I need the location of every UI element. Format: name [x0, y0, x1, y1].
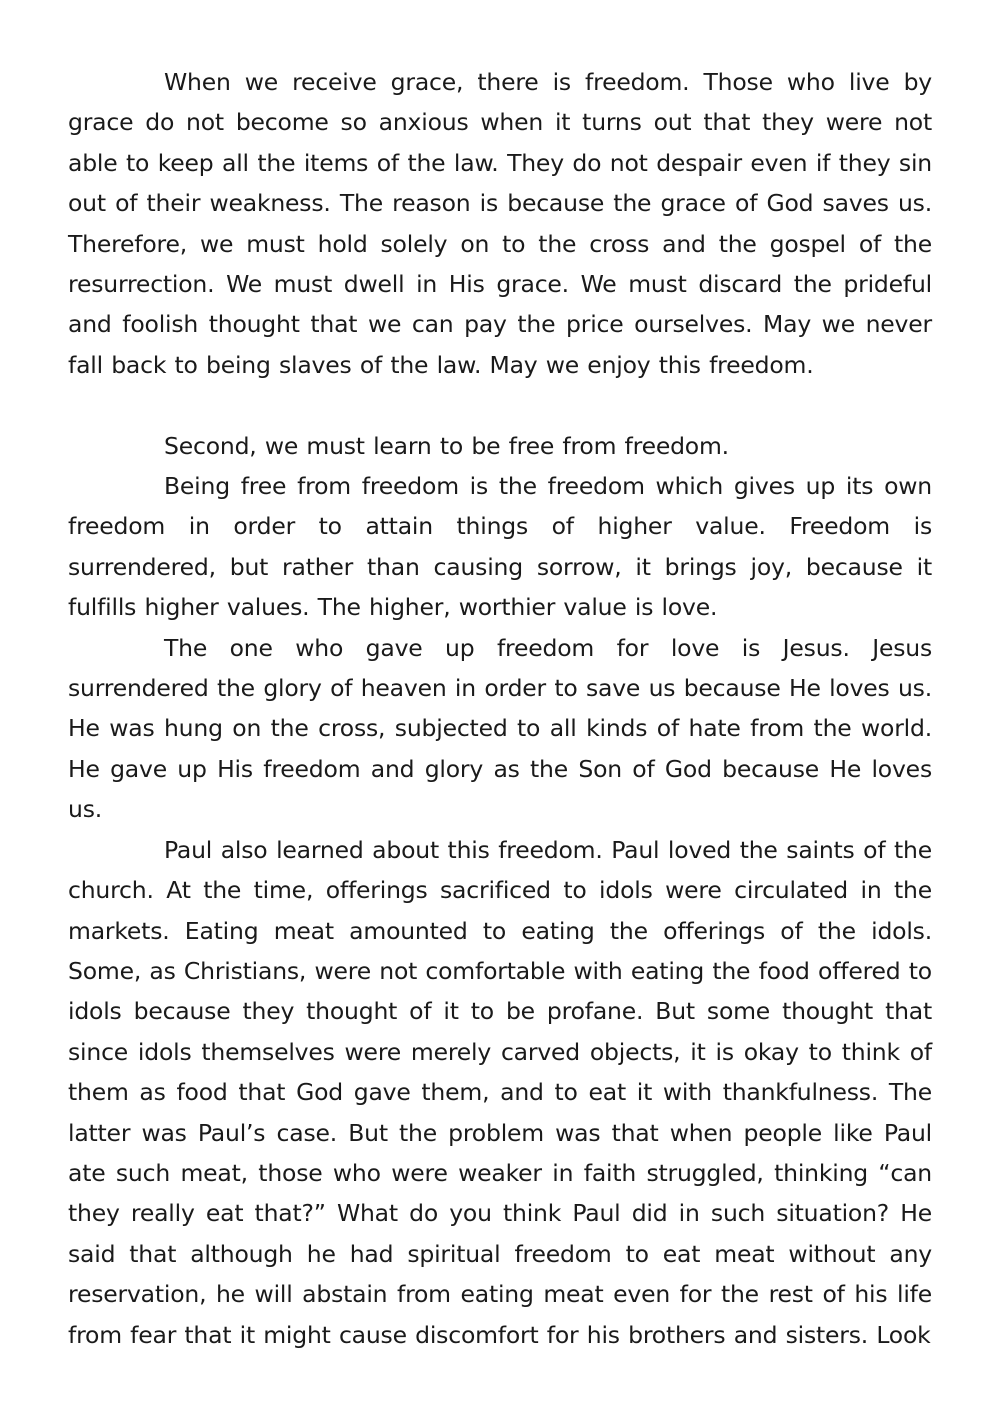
paragraph-jesus-example: The one who gave up freedom for love is Jesus. Jesus surrendered the glory of heaven in order to save us because He loves us. He was hung on the cross, subjected to all kinds of hate from the world. He gave up His freedom and glory as the Son of God because He loves us. — [68, 633, 932, 824]
paragraph-grace-freedom: When we receive grace, there is freedom. Those who live by grace do not become so anxious when it turns out that they were not able to keep all the items of the law. They do not despair even if they sin out of their weakness. The reason is because the grace of God saves us. Therefore, we must hold solely on to the cross and the gospel of the resurrection. We must dwell in His grace. We must discard the prideful and foolish thought that we can pay the price ourselves. May we never fall back to being slaves of the law. May we enjoy this freedom. — [68, 68, 932, 379]
paragraph-spacer — [68, 385, 932, 425]
paragraph-free-from-freedom: Being free from freedom is the freedom which gives up its own freedom in order to attain things of higher value. Freedom is surrendered, but rather than causing sorrow, it brings joy, because it fulfills higher values. The higher, worthier value is love. — [68, 472, 932, 622]
paragraph-second-point: Second, we must learn to be free from freedom. — [164, 431, 729, 460]
document-page — [68, 62, 932, 1355]
paragraph-paul-example: Paul also learned about this freedom. Paul loved the saints of the church. At the time, offerings sacrificed to idols were circulated in the markets. Eating meat amounted to eating the offerings of the idols. Some, as Christians, were not comfortable with eating the food offered to idols because they thought of it to be profane. But some thought that since idols themselves were merely carved objects, it is okay to think of them as food that God gave them, and to eat it with thankfulness. The latter was Paul’s case. But the problem was that when people like Paul ate such meat, those who were weaker in faith struggled, thinking “can they really eat that?” What do you think Paul did in such situation? He said that although he had spiritual freedom to eat meat without any reservation, he will abstain from eating meat even for the rest of his life from fear that it might cause discomfort for his brothers and sisters. Look — [68, 835, 932, 1349]
